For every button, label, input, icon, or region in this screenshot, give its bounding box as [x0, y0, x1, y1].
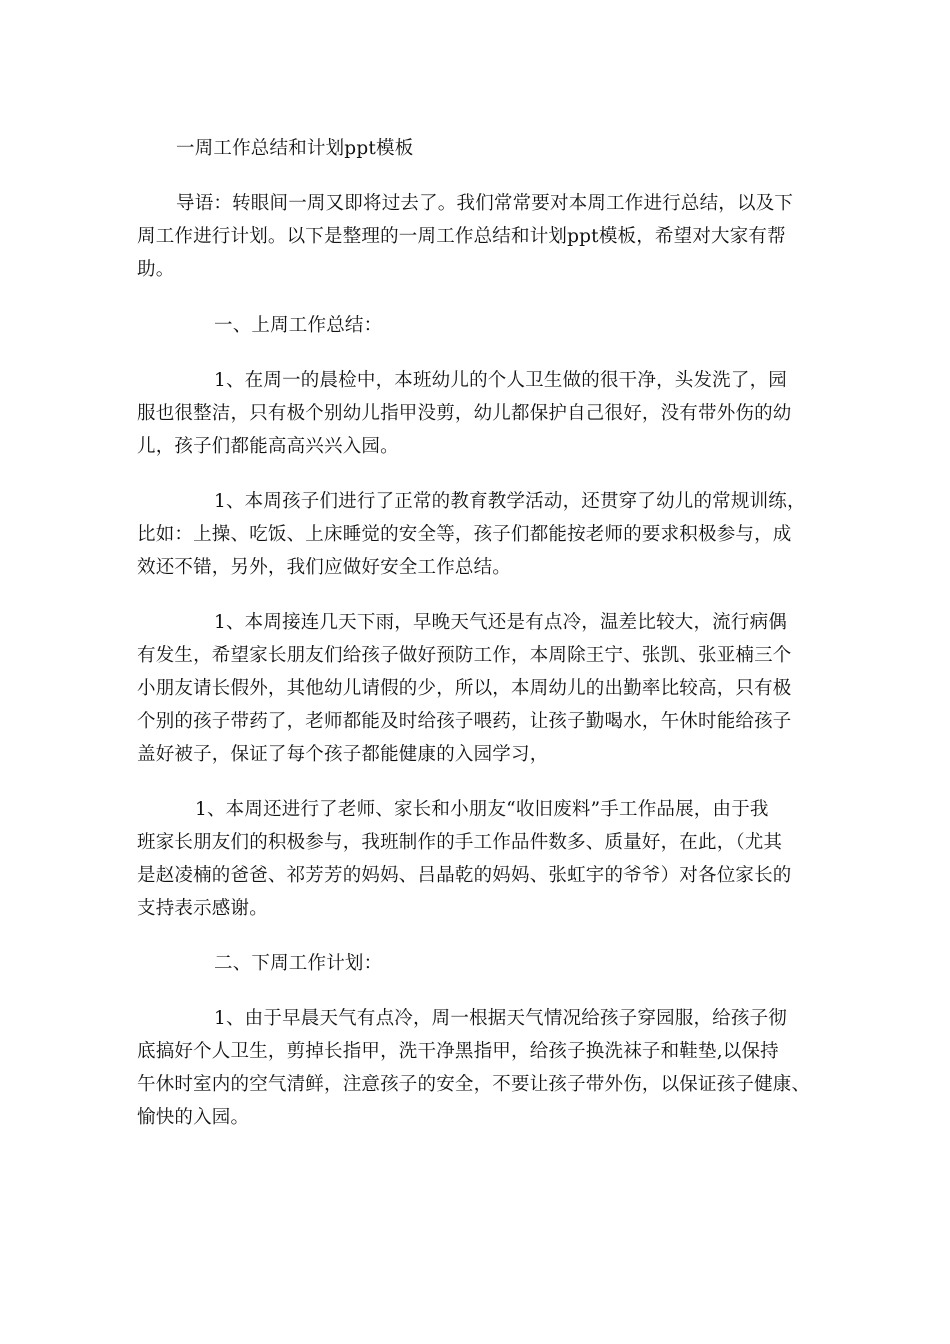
paragraph-line: 1、由于早晨天气有点冷，周一根据天气情况给孩子穿园服，给孩子彻	[214, 1008, 787, 1029]
paragraph-line: 儿，孩子们都能高高兴兴入园。	[137, 436, 399, 457]
paragraph-line: 效还不错，另外，我们应做好安全工作总结。	[137, 557, 512, 578]
paragraph-line: 1、在周一的晨检中，本班幼儿的个人卫生做的很干净，头发洗了，园	[214, 370, 787, 391]
paragraph-line: 1、本周孩子们进行了正常的教育教学活动，还贯穿了幼儿的常规训练，	[214, 491, 806, 512]
paragraph-line: 支持表示感谢。	[137, 898, 268, 919]
paragraph-line: 1、本周接连几天下雨，早晚天气还是有点冷，温差比较大，流行病偶	[214, 612, 787, 633]
paragraph-line: 班家长朋友们的积极参与，我班制作的手工作品件数多、质量好，在此，（尤其	[137, 832, 783, 853]
paragraph-line: 底搞好个人卫生，剪掉长指甲，洗干净黑指甲，给孩子换洗袜子和鞋垫,以保持	[137, 1041, 779, 1062]
document-title: 一周工作总结和计划ppt模板	[176, 138, 414, 159]
paragraph-line: 小朋友请长假外，其他幼儿请假的少，所以，本周幼儿的出勤率比较高，只有极	[137, 678, 792, 699]
paragraph-line: 盖好被子，保证了每个孩子都能健康的入园学习，	[137, 744, 549, 765]
paragraph-line: 是赵凌楠的爸爸、祁芳芳的妈妈、吕晶乾的妈妈、张虹宇的爷爷）对各位家长的	[137, 865, 792, 886]
paragraph-line: 服也很整洁，只有极个别幼儿指甲没剪，幼儿都保护自己很好，没有带外伤的幼	[137, 403, 792, 424]
intro-line: 助。	[137, 259, 175, 280]
paragraph-line: 愉快的入园。	[137, 1107, 250, 1128]
paragraph-line: 1、本周还进行了老师、家长和小朋友“收旧废料”手工作品展，由于我	[195, 799, 769, 820]
paragraph-line: 比如：上操、吃饭、上床睡觉的安全等，孩子们都能按老师的要求积极参与，成	[137, 524, 792, 545]
section1-heading: 一、上周工作总结：	[214, 315, 383, 336]
section2-heading: 二、下周工作计划：	[214, 953, 383, 974]
paragraph-line: 有发生，希望家长朋友们给孩子做好预防工作，本周除王宁、张凯、张亚楠三个	[137, 645, 792, 666]
paragraph-line: 午休时室内的空气清鲜，注意孩子的安全，不要让孩子带外伤，以保证孩子健康、	[137, 1074, 811, 1095]
intro-line: 周工作进行计划。以下是整理的一周工作总结和计划ppt模板，希望对大家有帮	[137, 226, 786, 247]
intro-line: 导语：转眼间一周又即将过去了。我们常常要对本周工作进行总结，以及下	[176, 193, 794, 214]
paragraph-line: 个别的孩子带药了，老师都能及时给孩子喂药，让孩子勤喝水，午休时能给孩子	[137, 711, 792, 732]
